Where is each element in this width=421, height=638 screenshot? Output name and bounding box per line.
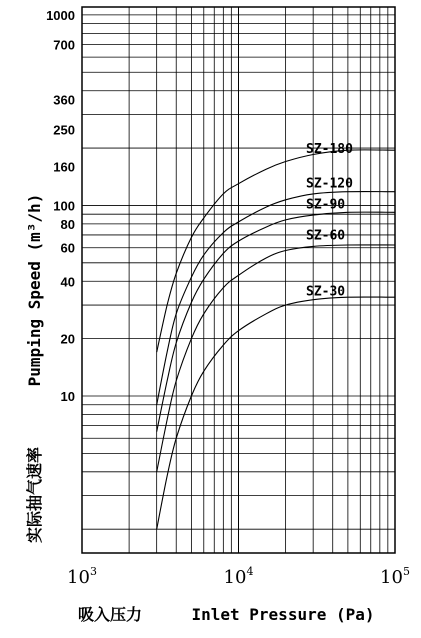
- series-label-sz-60: SZ-60: [306, 228, 346, 244]
- y-tick-label: 40: [60, 274, 75, 290]
- y-tick-label: 1000: [46, 7, 75, 23]
- y-tick-label: 160: [53, 159, 75, 175]
- y-tick-label: 100: [53, 198, 75, 214]
- y-axis-title: Pumping Speed (m³/h): [25, 193, 44, 387]
- x-tick-label: $10^3$: [67, 565, 97, 588]
- grid: [82, 7, 395, 553]
- x-tick-label: $10^5$: [380, 565, 410, 588]
- y-axis-title-cn: 实际抽气速率: [25, 446, 44, 544]
- x-tick-labels: [67, 565, 410, 588]
- y-tick-label: 360: [53, 92, 75, 108]
- series-curve-sz-60: [157, 245, 395, 472]
- x-tick-label: $10^4$: [223, 565, 254, 588]
- y-tick-label: 60: [60, 240, 75, 256]
- y-tick-label: 10: [60, 388, 75, 404]
- series-label-sz-30: SZ-30: [306, 284, 346, 300]
- series-label-sz-90: SZ-90: [306, 197, 346, 213]
- y-tick-label: 80: [60, 216, 75, 232]
- series-label-sz-180: SZ-180: [306, 141, 353, 157]
- series-label-sz-120: SZ-120: [306, 176, 353, 192]
- curves: [157, 150, 395, 529]
- y-tick-label: 250: [53, 122, 75, 138]
- y-tick-labels: [46, 8, 75, 404]
- y-tick-label: 700: [53, 37, 75, 53]
- x-axis-title-cn: 吸入压力: [77, 605, 143, 624]
- series-curve-sz-180: [157, 150, 395, 352]
- x-axis-title: Inlet Pressure (Pa): [191, 605, 375, 624]
- series-curve-sz-30: [157, 297, 395, 529]
- y-tick-label: 20: [60, 331, 75, 347]
